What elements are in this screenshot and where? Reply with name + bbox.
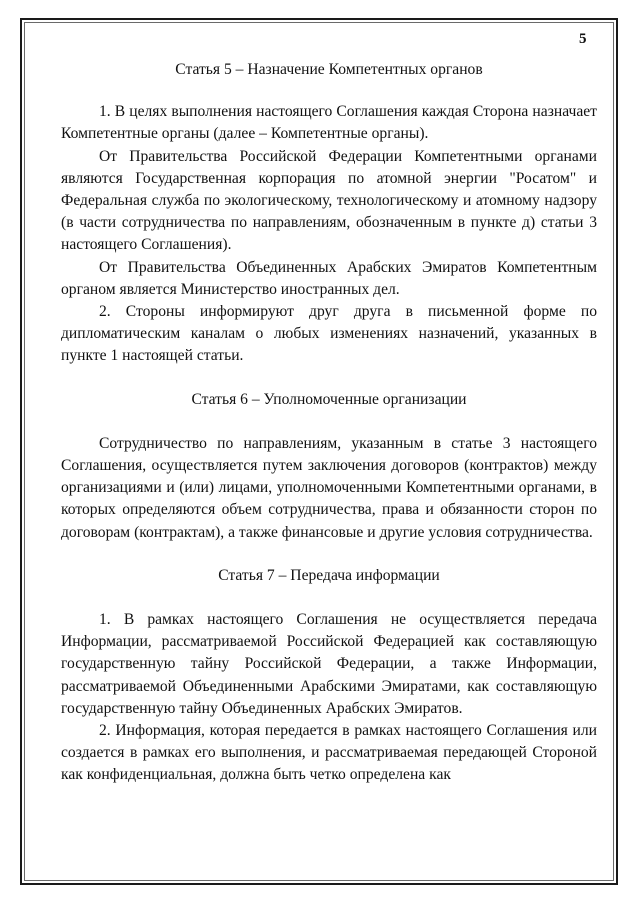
article-7-paragraph-2: 2. Информация, которая передается в рамках настоящего Соглашения или создается в рамках его выполнения, и рассматриваемая передающей Стороной как конфиденциальная, должна быть четко определена как: [61, 722, 597, 784]
article-6-paragraph-1: Сотрудничество по направлениям, указанным в статье 3 настоящего Соглашения, осуществляется путем заключения договоров (контрактов) между организациями и (или) лицами, уполномоченными Компетентными органами, в которых определяются объем сотрудничества, права и обязанности сторон по договорам (контрактам), а также финансовые и другие условия сотрудничества.: [61, 434, 597, 541]
article-5-paragraph-2: От Правительства Российской Федерации Компетентными органами являются Государственная корпорация по атомной энергии "Росатом" и Федеральная служба по экологическому, технологическому и атомному надзору (в части сотрудничества по направлениям, обозначенным в пункте д) статьи 3 настоящего Соглашения).: [61, 147, 597, 254]
article-5-paragraph-4: 2. Стороны информируют друг друга в письменной форме по дипломатическим каналам о любых изменениях назначений, указанных в пункте 1 настоящей статьи.: [61, 303, 597, 365]
article-5-paragraph-1: 1. В целях выполнения настоящего Соглашения каждая Сторона назначает Компетентные органы (далее – Компетентные органы).: [61, 103, 597, 143]
article-7-paragraph-1: 1. В рамках настоящего Соглашения не осуществляется передача Информации, рассматриваемой Российской Федерацией как составляющую государственную тайну Российской Федерации, а также Информации, рассматриваемой Объединенными Арабскими Эмиратами, как составляющую государственную тайну Объединенных Арабских Эмиратов.: [61, 611, 597, 717]
article-6-heading: Статья 6 – Уполномоченные организации: [191, 390, 467, 408]
article-7-heading: Статья 7 – Передача информации: [218, 566, 440, 584]
article-5-heading: Статья 5 – Назначение Компетентных органов: [175, 61, 483, 78]
page-number: 5: [579, 31, 587, 47]
document-body: [61, 59, 597, 787]
article-5-paragraph-3: От Правительства Объединенных Арабских Эмиратов Компетентным органом является Министерство иностранных дел.: [61, 258, 597, 298]
